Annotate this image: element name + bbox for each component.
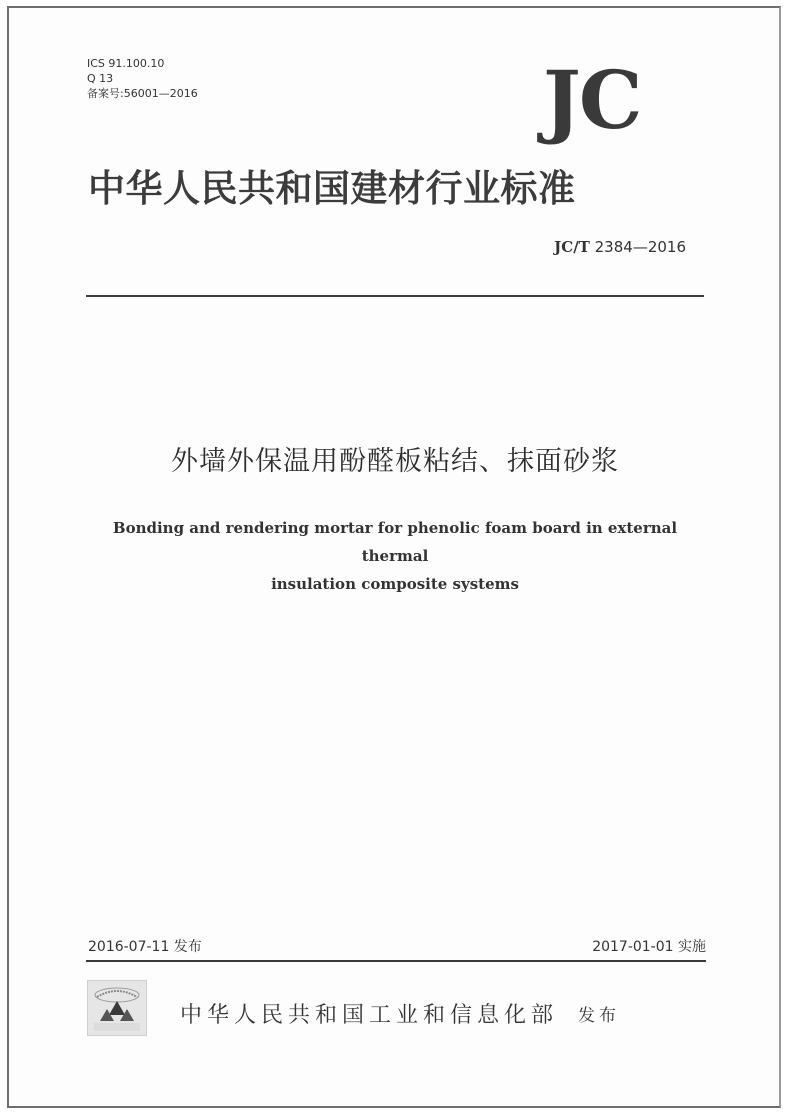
jc-logo: JC (543, 53, 641, 147)
ics-code: ICS 91.100.10 (87, 57, 165, 70)
top-divider (86, 295, 704, 297)
publisher-seal (87, 980, 147, 1036)
english-title (80, 514, 710, 598)
classification-block (87, 56, 198, 101)
q-code: Q 13 (87, 72, 114, 85)
standard-prefix: JC/T (554, 238, 590, 256)
industry-standard-title: 中华人民共和国建材行业标准 (88, 166, 576, 210)
standard-code: 2384—2016 (594, 238, 686, 256)
publish-label: 发布 (578, 1006, 620, 1026)
seal-emblem-icon (88, 981, 146, 1035)
chinese-title: 外墙外保温用酚醛板粘结、抹面砂浆 (171, 446, 619, 477)
issue-date: 2016-07-11 发布 (88, 939, 202, 955)
english-title-line-1: Bonding and rendering mortar for phenolic foam board in external thermal (112, 519, 678, 565)
standard-number (554, 238, 686, 256)
record-number: 备案号:56001—2016 (87, 87, 198, 100)
date-row (88, 936, 706, 956)
publisher-name: 中华人民共和国工业和信息化部 (180, 1003, 559, 1028)
english-title-line-2: insulation composite systems (271, 575, 519, 593)
bottom-divider (86, 960, 706, 962)
implementation-date: 2017-01-01 实施 (592, 939, 706, 955)
